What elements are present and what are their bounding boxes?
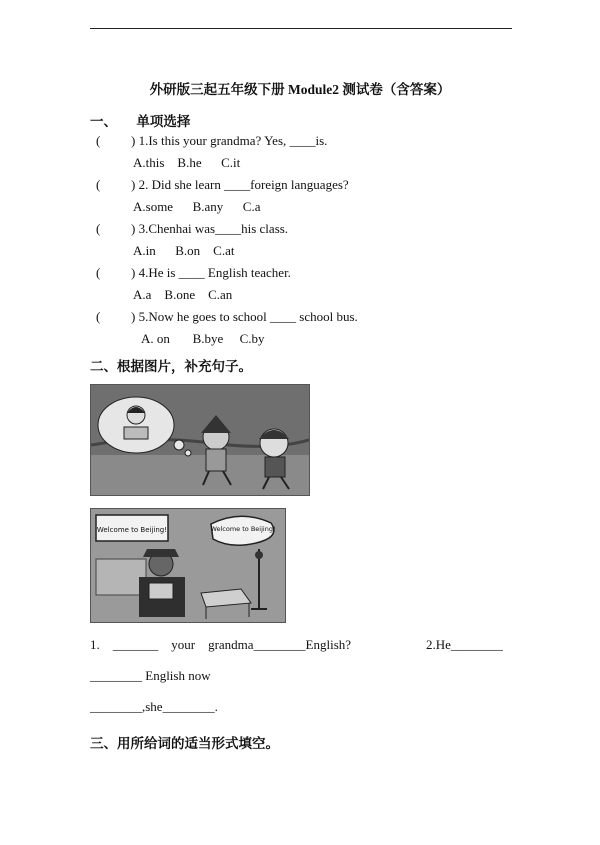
- fill-line-2: ________ English now: [90, 668, 211, 683]
- question-1-stem: ) 1.Is this your grandma? Yes, ____is.: [131, 133, 328, 148]
- question-2-stem: ) 2. Did she learn ____foreign languages?: [131, 177, 349, 192]
- picture-1: [90, 384, 310, 496]
- picture-2-illustration: [91, 509, 285, 622]
- question-5-stem: ) 5.Now he goes to school ____ school bus.: [131, 309, 358, 324]
- question-1-options: A.this B.he C.it: [133, 155, 241, 170]
- picture-2: [90, 508, 286, 623]
- question-5-options: A. on B.bye C.by: [141, 331, 265, 346]
- sign-left-text: Welcome to Beijing!: [96, 526, 168, 534]
- question-4-stem: ) 4.He is ____ English teacher.: [131, 265, 291, 280]
- fill-line-1: 1. _______ your grandma________English?: [90, 637, 352, 652]
- fill-line-3: ________,she________.: [90, 699, 218, 714]
- top-rule: [90, 28, 512, 29]
- section-2-heading: 二、根据图片，补充句子。: [90, 359, 252, 374]
- section-1-heading: [90, 110, 190, 130]
- picture-1-illustration: [91, 385, 309, 495]
- answer-paren[interactable]: (: [96, 133, 101, 148]
- question-3-options: A.in B.on C.at: [133, 243, 235, 258]
- fill-line-1-part-2: 2.He________: [426, 637, 503, 652]
- section-1-number: 一、: [90, 114, 117, 129]
- section-3-heading: 三、用所给词的适当形式填空。: [90, 736, 279, 751]
- question-3-stem: ) 3.Chenhai was____his class.: [131, 221, 289, 236]
- section-1-label: 单项选择: [136, 114, 191, 129]
- answer-paren[interactable]: (: [96, 177, 101, 192]
- sign-right-text: Welcome to Beijing!: [210, 525, 276, 533]
- page-title: 外研版三起五年级下册 Module2 测试卷（含答案）: [149, 82, 451, 97]
- answer-paren[interactable]: (: [96, 265, 101, 280]
- answer-paren[interactable]: (: [96, 221, 101, 236]
- question-4-options: A.a B.one C.an: [133, 287, 233, 302]
- answer-paren[interactable]: (: [96, 309, 101, 324]
- question-2-options: A.some B.any C.a: [133, 199, 261, 214]
